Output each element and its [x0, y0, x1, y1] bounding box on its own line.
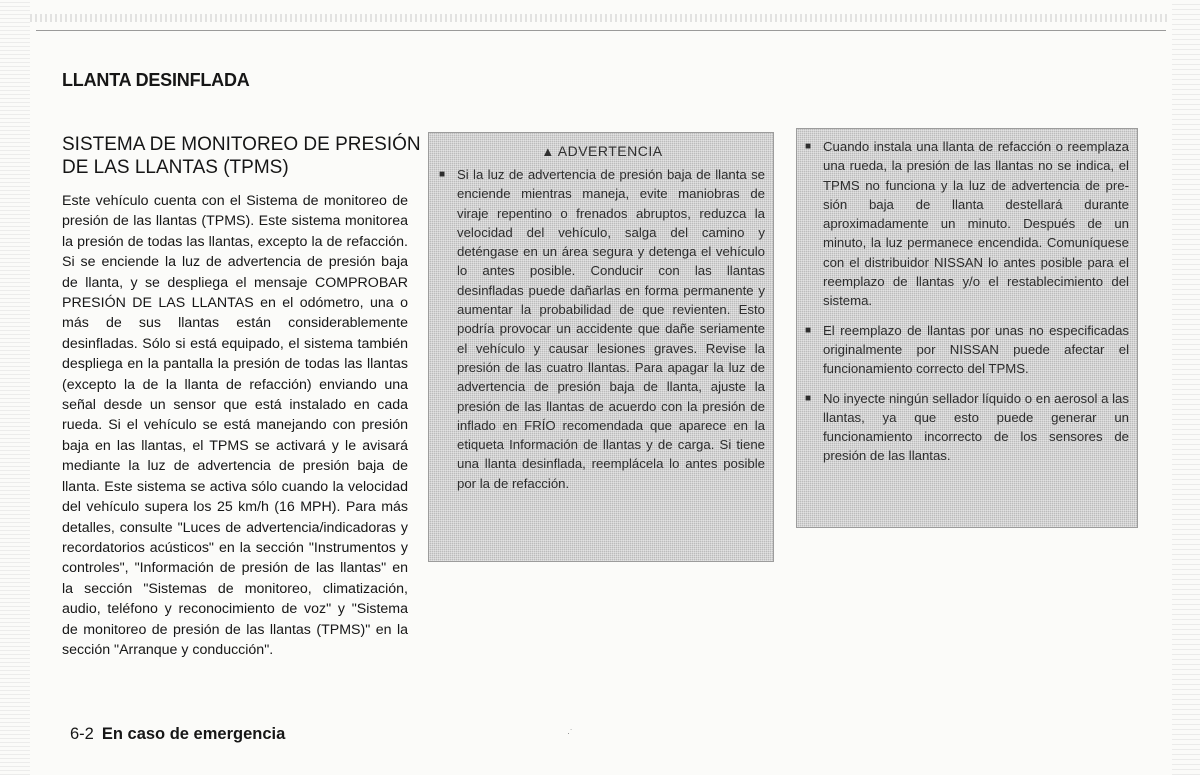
bullet-icon: ■	[805, 324, 812, 336]
subsection-title: SISTEMA DE MONITOREO DE PRESIÓN DE LAS LLANTAS (TPMS)	[62, 134, 421, 178]
warning-bullet	[805, 389, 1129, 466]
bullet-icon: ■	[439, 169, 446, 180]
warning-bullet-text: El reemplazo de llantas por unas no especificadas originalmente por NISSAN puede afectar el funcionamiento correcto del TPMS.	[823, 322, 1129, 377]
scan-edge-right	[1172, 0, 1200, 775]
warning-heading	[439, 143, 765, 159]
warning-bullet-text: No inyecte ningún sellador líquido o en aerosol a las llantas, ya que esto puede generar un funcionamiento incorrecto de los sensores de presión de las llantas.	[823, 390, 1129, 464]
page-footer	[70, 725, 285, 744]
warning-bullet	[439, 165, 765, 493]
scan-speck: ·˙	[567, 728, 573, 738]
bullet-icon: ■	[805, 392, 812, 404]
warning-box-right	[796, 128, 1138, 528]
body-paragraph: Este vehículo cuenta con el Sistema de monitoreo de presión de las llantas (TPMS). Este sistema monitorea la presión de todas las llantas, excepto la de refacción. Si se enciende la luz de advertencia de presión baja de llanta, y se despliega el mensaje COMPROBAR PRESIÓN DE LAS LLANTAS en el odómetro, una o más de sus llantas están considerablemente desinfladas. Sólo si está equipado, el sistema también despliega en la pantalla la presión de todas las llantas (excepto la de la llanta de refacción) enviando una señal desde un sensor que está instalado en cada rueda. Si el vehículo se está manejando con presión baja en las llantas, el TPMS se activará y le avisará mediante la luz de advertencia de presión baja de llanta. Este sistema se activa sólo cuando la velocidad del vehículo supera los 25 km/h (16 MPH). Para más detalles, consulte "Luces de advertencia/indicadoras y recordatorios acústicos" en la sección "Instrumentos y controles", "Información de presión de las llantas" en la sección "Sistemas de monitoreo, climatización, audio, teléfono y reconocimiento de voz" y "Sistema de monitoreo de presión de las llantas (TPMS)" en la sección "Arranque y conducción".	[62, 193, 408, 658]
warning-heading-label: ADVERTENCIA	[557, 143, 663, 159]
warning-bullet-text: Si la luz de advertencia de presión baja de llanta se enciende mientras maneja, evite maniobras de viraje repentino o frenados abruptos, reduzca la velocidad del vehículo, salga del camino y deténgase en un área segura y detenga el vehículo lo antes posible. Conducir con las llantas desinfladas puede dañarlas en forma permanente y aumentar la probabilidad de que revienten. Esto podría provocar un accidente que dañe seriamente el vehículo y causar lesiones graves. Revise la presión de las cuatro llantas. Para apagar la luz de advertencia de presión baja de llanta, ajuste la presión de las llantas de acuerdo con la presión de inflado en FRÍO recomendada que aparece en la etiqueta Información de llantas y de carga. Si tiene una llanta desinflada, reemplácela lo antes posible por la de refacción.	[457, 167, 765, 491]
header-rule	[36, 30, 1166, 31]
warning-box-left	[428, 132, 774, 562]
warning-bullet	[805, 137, 1129, 311]
page-number: 6-2	[70, 725, 94, 743]
section-title: LLANTA DESINFLADA	[62, 70, 250, 90]
bullet-icon: ■	[805, 141, 812, 152]
warning-bullet	[805, 321, 1129, 379]
scan-edge-left	[0, 0, 30, 775]
scan-noise-top	[30, 14, 1170, 22]
chapter-label: En caso de emergencia	[101, 725, 286, 743]
warning-triangle-icon: ▲	[541, 144, 555, 159]
warning-bullet-text: Cuando instala una llanta de refacción o reemplaza una rueda, la presión de las llantas no se indica, el TPMS no funciona y la luz de advertencia de presión baja de llanta destellará durante aproximadamente un minuto. Después de un minuto, la luz permanece encendida. Comuníquese con el distribuidor NISSAN lo antes posible para el reemplazo de llantas y/o el restablecimiento del sistema.	[823, 139, 1129, 309]
